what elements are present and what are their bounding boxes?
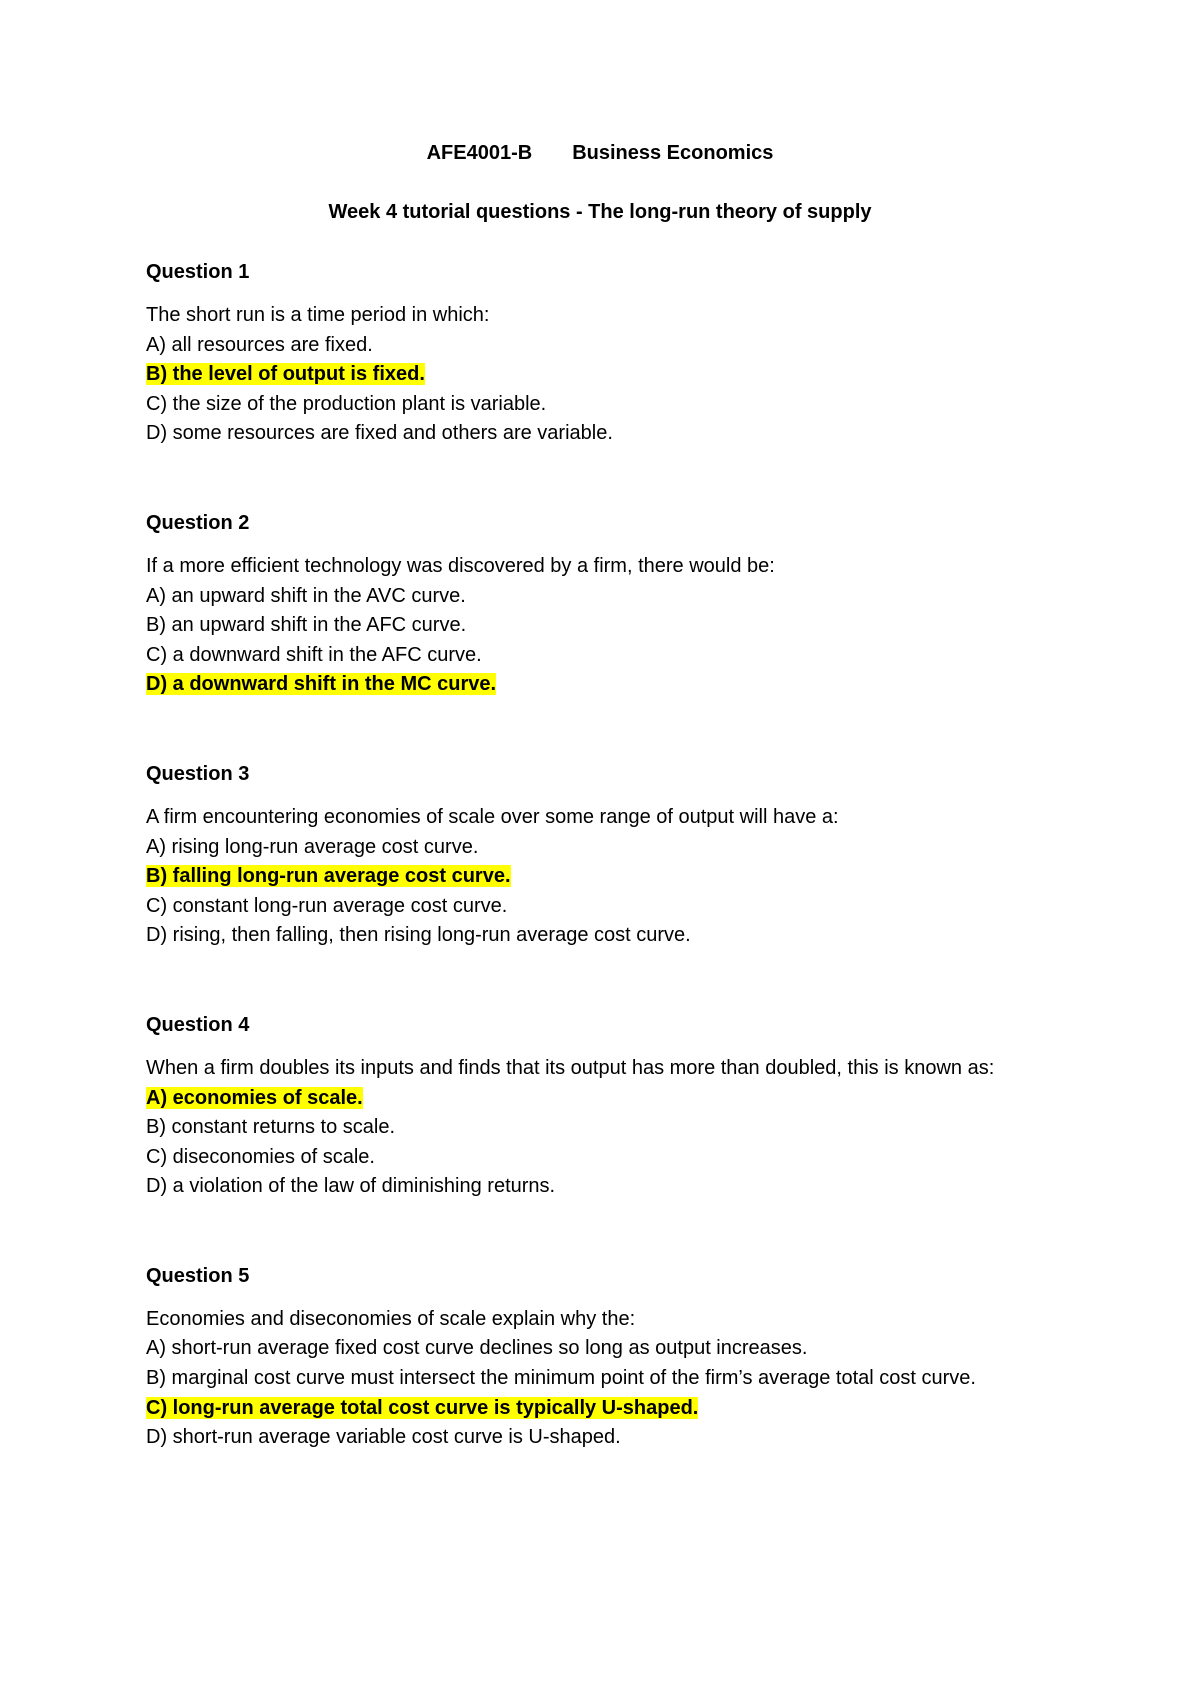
question-block — [146, 759, 1046, 951]
answer-option-correct: A) economies of scale. — [146, 1086, 363, 1109]
question-title: Question 1 — [146, 261, 250, 283]
answer-option: A) short-run average fixed cost curve declines so long as output increases. — [146, 1337, 808, 1360]
answer-option: C) the size of the production plant is variable. — [146, 392, 547, 415]
answer-option: A) rising long-run average cost curve. — [146, 835, 479, 858]
answer-option: B) an upward shift in the AFC curve. — [146, 614, 467, 637]
answer-option-correct: B) the level of output is fixed. — [146, 363, 425, 386]
question-stem: If a more efficient technology was discovered by a firm, there would be: — [146, 554, 775, 577]
question-stem: When a firm doubles its inputs and finds that its output has more than doubled, this is known as: — [146, 1056, 995, 1079]
question-stem: Economies and diseconomies of scale explain why the: — [146, 1307, 636, 1330]
question-block — [146, 1010, 1046, 1202]
question-title: Question 3 — [146, 762, 250, 785]
answer-option: C) constant long-run average cost curve. — [146, 894, 508, 917]
answer-option: D) a violation of the law of diminishing returns. — [146, 1175, 556, 1198]
answer-option-correct: C) long-run average total cost curve is typically U-shaped. — [146, 1396, 699, 1419]
answer-option: A) all resources are fixed. — [146, 333, 373, 356]
question-block — [146, 1261, 1046, 1453]
course-name: Business Economics — [572, 142, 774, 164]
question-body — [146, 803, 1046, 951]
answer-option-correct: D) a downward shift in the MC curve. — [146, 673, 497, 696]
question-block — [146, 508, 1046, 700]
answer-option: C) a downward shift in the AFC curve. — [146, 643, 482, 666]
answer-option: D) some resources are fixed and others are variable. — [146, 422, 613, 445]
document-subtitle: Week 4 tutorial questions - The long-run theory of supply — [328, 201, 872, 223]
answer-option: D) short-run average variable cost curve is U-shaped. — [146, 1426, 621, 1449]
question-title: Question 5 — [146, 1264, 250, 1287]
answer-option: D) rising, then falling, then rising long-run average cost curve. — [146, 924, 691, 947]
question-title: Question 2 — [146, 511, 250, 534]
answer-option: B) constant returns to scale. — [146, 1116, 396, 1139]
question-title: Question 4 — [146, 1013, 250, 1036]
document-content — [146, 138, 1046, 1453]
course-code: AFE4001-B — [426, 142, 533, 164]
question-body — [146, 552, 1046, 700]
question-block — [146, 257, 1046, 449]
question-stem: The short run is a time period in which: — [146, 304, 490, 326]
question-body — [146, 1054, 1046, 1202]
document-header — [0, 138, 1200, 227]
course-title-line — [0, 138, 1200, 168]
question-body — [146, 301, 1046, 449]
answer-option-correct: B) falling long-run average cost curve. — [146, 865, 511, 888]
question-body — [146, 1305, 1046, 1453]
answer-option: B) marginal cost curve must intersect the minimum point of the firm’s average total cost curve. — [146, 1367, 976, 1390]
answer-option: C) diseconomies of scale. — [146, 1145, 375, 1168]
question-stem: A firm encountering economies of scale over some range of output will have a: — [146, 805, 839, 828]
answer-option: A) an upward shift in the AVC curve. — [146, 584, 466, 607]
